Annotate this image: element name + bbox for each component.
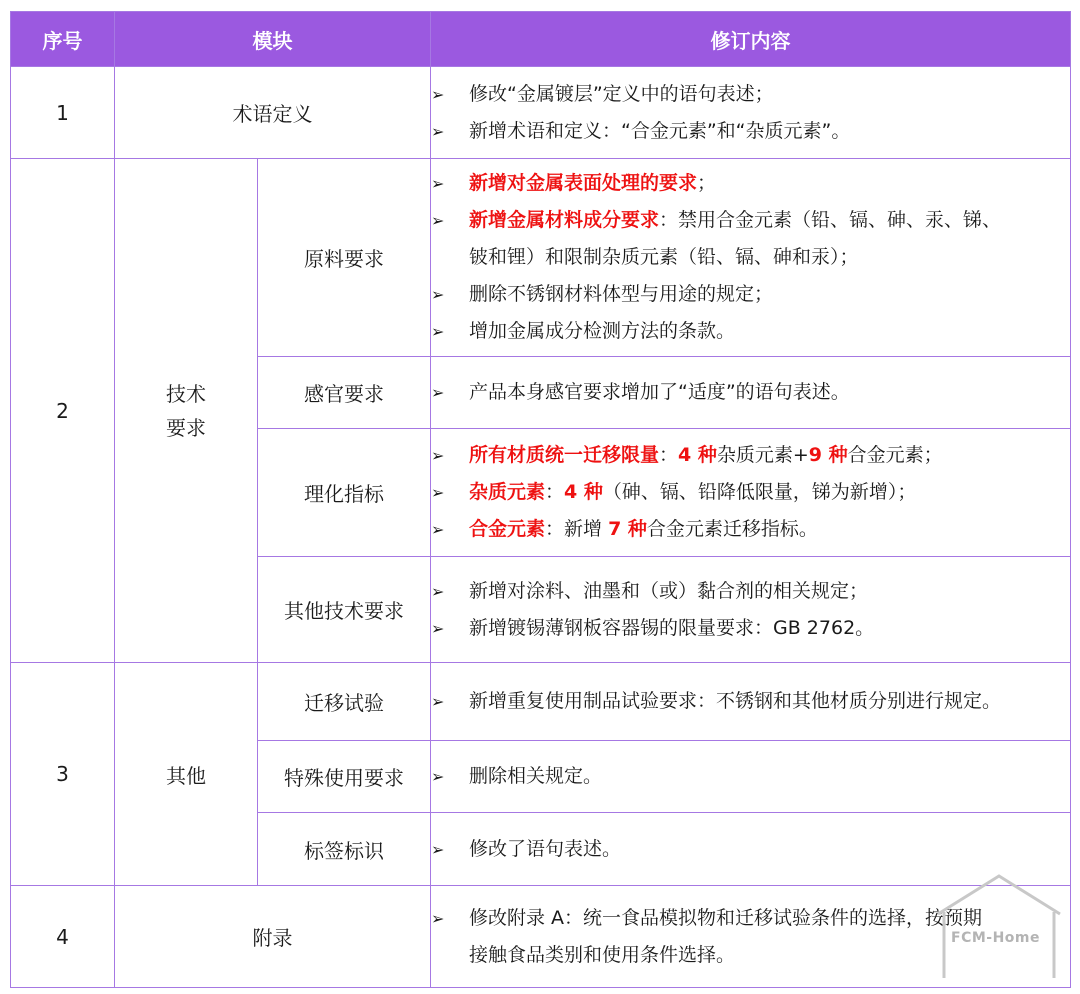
arrow-bullet-icon: ➢ bbox=[431, 285, 445, 304]
bullet-item: ➢ 删除不锈钢材料体型与用途的规定； bbox=[431, 276, 1070, 313]
module-cell: 附录 bbox=[115, 886, 431, 988]
row-number: 4 bbox=[11, 886, 115, 988]
content-cell bbox=[431, 557, 1071, 663]
arrow-bullet-icon: ➢ bbox=[431, 520, 445, 539]
bullet-item: ➢ 删除相关规定。 bbox=[431, 758, 1070, 795]
bullet-item: ➢ 增加金属成分检测方法的条款。 bbox=[431, 313, 1070, 350]
module-cell: 技术 要求 bbox=[115, 159, 258, 663]
bullet-item: ➢ 新增重复使用制品试验要求：不锈钢和其他材质分别进行规定。 bbox=[431, 683, 1070, 720]
bullet-item: ➢ 修改“金属镀层”定义中的语句表述； bbox=[431, 76, 1070, 113]
bullet-item: ➢ 修改了语句表述。 bbox=[431, 831, 1070, 868]
row-number: 2 bbox=[11, 159, 115, 663]
row-number: 1 bbox=[11, 67, 115, 159]
arrow-bullet-icon: ➢ bbox=[431, 908, 445, 928]
submodule-cell: 感官要求 bbox=[258, 357, 431, 429]
header-module: 模块 bbox=[115, 12, 431, 67]
table-row bbox=[11, 67, 1071, 159]
bullet-item: ➢ 杂质元素：4 种（砷、镉、铅降低限量，锑为新增）； bbox=[431, 474, 1070, 511]
header-no: 序号 bbox=[11, 12, 115, 67]
bullet-item: ➢ 产品本身感官要求增加了“适度”的语句表述。 bbox=[431, 374, 1070, 411]
arrow-bullet-icon: ➢ bbox=[431, 322, 445, 341]
bullet-item: ➢ 新增对金属表面处理的要求； bbox=[431, 165, 1070, 202]
table-row bbox=[11, 886, 1071, 988]
watermark-text: FCM-Home bbox=[951, 930, 1040, 946]
table-row bbox=[11, 159, 1071, 357]
content-cell bbox=[431, 429, 1071, 557]
arrow-bullet-icon: ➢ bbox=[431, 767, 445, 786]
bullet-item: ➢ 所有材质统一迁移限量：4 种杂质元素+9 种合金元素； bbox=[431, 437, 1070, 474]
submodule-cell: 迁移试验 bbox=[258, 663, 431, 741]
arrow-bullet-icon: ➢ bbox=[431, 121, 445, 141]
module-cell: 术语定义 bbox=[115, 67, 431, 159]
arrow-bullet-icon: ➢ bbox=[431, 839, 445, 859]
bullet-item: ➢ 修改附录 A：统一食品模拟物和迁移试验条件的选择，按预期 接触食品类别和使用条件选择。 bbox=[431, 900, 1070, 974]
submodule-cell: 特殊使用要求 bbox=[258, 741, 431, 813]
arrow-bullet-icon: ➢ bbox=[431, 483, 445, 502]
arrow-bullet-icon: ➢ bbox=[431, 84, 445, 104]
content-cell bbox=[431, 741, 1071, 813]
arrow-bullet-icon: ➢ bbox=[431, 383, 445, 402]
arrow-bullet-icon: ➢ bbox=[431, 692, 445, 711]
bullet-item: ➢ 新增镀锡薄钢板容器锡的限量要求：GB 2762。 bbox=[431, 610, 1070, 647]
bullet-item: ➢ 新增术语和定义：“合金元素”和“杂质元素”。 bbox=[431, 113, 1070, 150]
content-cell bbox=[431, 67, 1071, 159]
header-content: 修订内容 bbox=[431, 12, 1071, 67]
arrow-bullet-icon: ➢ bbox=[431, 446, 445, 465]
bullet-item: ➢ 新增对涂料、油墨和（或）黏合剂的相关规定； bbox=[431, 573, 1070, 610]
table-row bbox=[11, 663, 1071, 741]
bullet-item: ➢ 合金元素：新增 7 种合金元素迁移指标。 bbox=[431, 511, 1070, 548]
row-number: 3 bbox=[11, 663, 115, 886]
arrow-bullet-icon: ➢ bbox=[431, 581, 445, 601]
arrow-bullet-icon: ➢ bbox=[431, 211, 445, 230]
content-cell bbox=[431, 357, 1071, 429]
submodule-cell: 其他技术要求 bbox=[258, 557, 431, 663]
submodule-cell: 理化指标 bbox=[258, 429, 431, 557]
content-cell bbox=[431, 663, 1071, 741]
arrow-bullet-icon: ➢ bbox=[431, 618, 445, 638]
content-cell bbox=[431, 159, 1071, 357]
content-cell bbox=[431, 813, 1071, 886]
header-row bbox=[11, 12, 1071, 67]
module-cell: 其他 bbox=[115, 663, 258, 886]
bullet-item: ➢ 新增金属材料成分要求：禁用合金元素（铅、镉、砷、汞、锑、 铍和锂）和限制杂质元素（铅、镉、砷和汞）； bbox=[431, 202, 1070, 276]
arrow-bullet-icon: ➢ bbox=[431, 174, 445, 193]
submodule-cell: 原料要求 bbox=[258, 159, 431, 357]
revision-table bbox=[10, 11, 1071, 988]
submodule-cell: 标签标识 bbox=[258, 813, 431, 886]
